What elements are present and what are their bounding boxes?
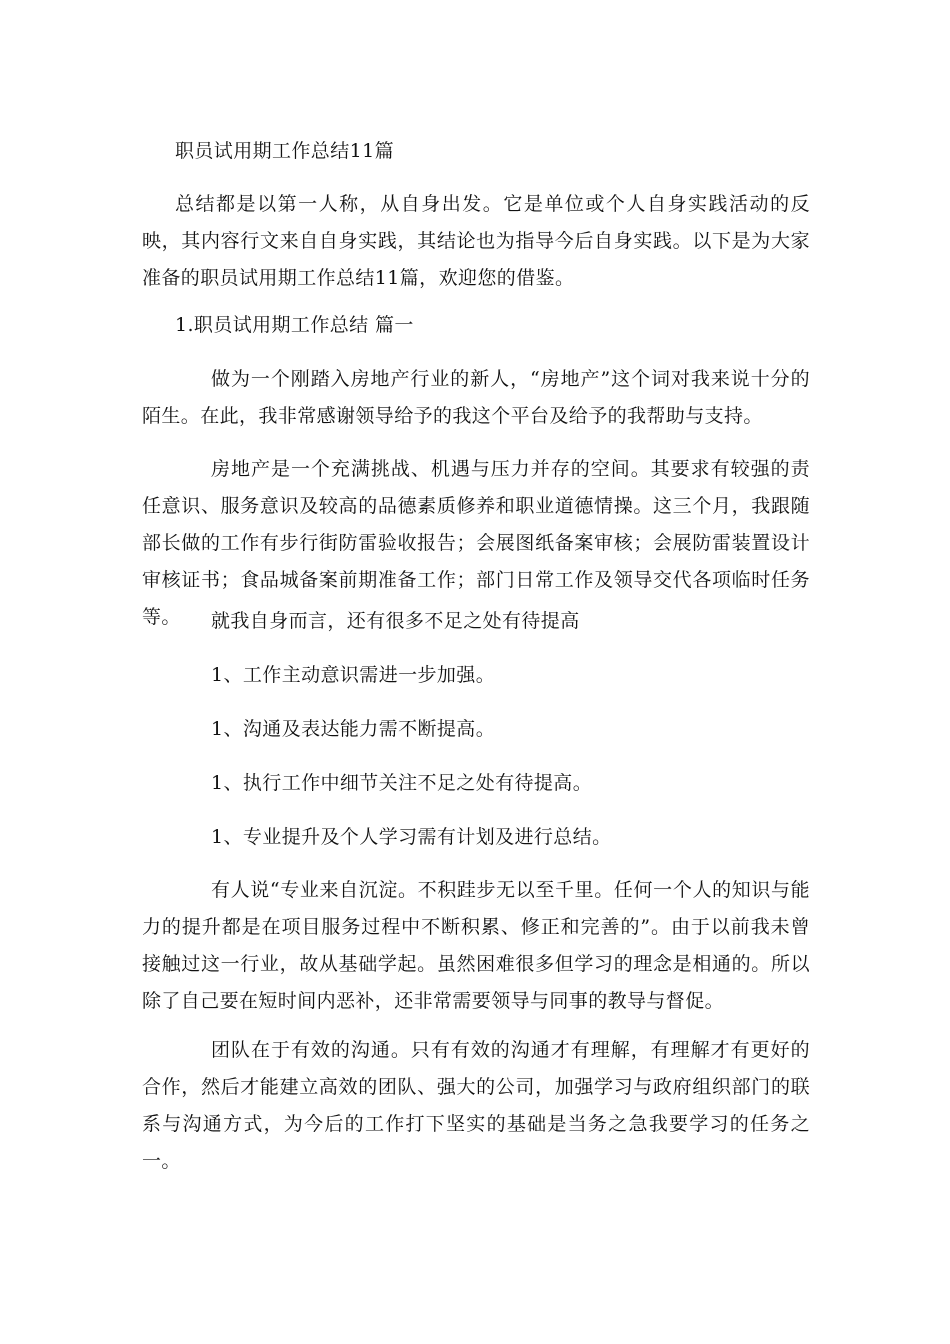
intro-paragraph: 总结都是以第一人称，从自身出发。它是单位或个人自身实践活动的反映，其内容行文来自自身实践，其结论也为指导今后自身实践。以下是为大家准备的职员试用期工作总结11篇，欢迎您的借鉴。 [142, 193, 810, 289]
list-item: 1、专业提升及个人学习需有计划及进行总结。 [211, 826, 612, 848]
list-item: 1、沟通及表达能力需不断提高。 [211, 718, 496, 740]
list-item: 1、执行工作中细节关注不足之处有待提高。 [211, 772, 593, 794]
body-paragraph: 有人说“专业来自沉淀。不积跬步无以至千里。任何一个人的知识与能力的提升都是在项目服务过程中不断积累、修正和完善的”。由于以前我未曾接触过这一行业，故从基础学起。虽然困难很多但学习的理念是相通的。所以除了自己要在短时间内恶补，还非常需要领导与同事的教导与督促。 [142, 879, 810, 1012]
body-paragraph: 房地产是一个充满挑战、机遇与压力并存的空间。其要求有较强的责任意识、服务意识及较高的品德素质修养和职业道德情操。这三个月，我跟随部长做的工作有步行街防雷验收报告；会展图纸备案审核；会展防雷装置设计审核证书；食品城备案前期准备工作；部门日常工作及领导交代各项临时任务等。 [142, 458, 810, 628]
body-paragraph: 做为一个刚踏入房地产行业的新人，“房地产”这个词对我来说十分的陌生。在此，我非常感谢领导给予的我这个平台及给予的我帮助与支持。 [142, 368, 810, 427]
body-paragraph: 团队在于有效的沟通。只有有效的沟通才有理解，有理解才有更好的合作，然后才能建立高效的团队、强大的公司，加强学习与政府组织部门的联系与沟通方式，为今后的工作打下坚实的基础是当务之急我要学习的任务之一。 [142, 1039, 810, 1172]
document-title: 职员试用期工作总结11篇 [175, 140, 394, 162]
list-item: 1、工作主动意识需进一步加强。 [211, 664, 496, 686]
body-paragraph: 就我自身而言，还有很多不足之处有待提高 [211, 610, 580, 632]
section-heading: 1.职员试用期工作总结 篇一 [175, 314, 414, 336]
